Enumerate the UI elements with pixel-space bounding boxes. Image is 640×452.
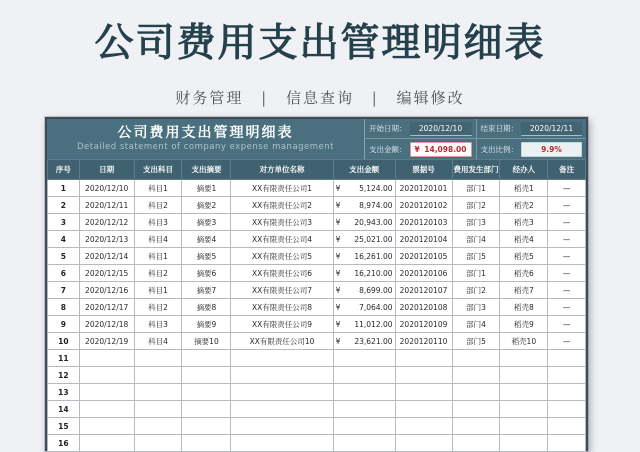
currency-symbol: ¥: [414, 144, 420, 154]
column-header: 票据号: [395, 160, 452, 180]
cell-company[interactable]: [231, 401, 333, 418]
start-date-label: 开始日期：: [369, 124, 407, 133]
cell-company[interactable]: XX有限责任公司4: [231, 231, 333, 248]
cell-summary[interactable]: 摘要10: [182, 333, 231, 350]
cell-note[interactable]: —: [548, 231, 586, 248]
amount-value: 7,064.00: [359, 302, 393, 312]
sheet-header-band: [47, 119, 586, 159]
cell-subject[interactable]: [134, 401, 182, 418]
cell-summary[interactable]: 摘要3: [182, 214, 231, 231]
cell-no[interactable]: 12: [48, 367, 80, 384]
cell-no[interactable]: 9: [48, 316, 80, 333]
cell-date[interactable]: 2020/12/16: [79, 282, 134, 299]
amount-value: 16,210.00: [354, 268, 393, 278]
cell-note[interactable]: [548, 350, 586, 367]
cell-date[interactable]: [79, 350, 134, 367]
cell-note[interactable]: —: [548, 214, 586, 231]
cell-company[interactable]: XX有限责任公司9: [231, 316, 333, 333]
cell-amount[interactable]: [333, 384, 395, 401]
cell-subject[interactable]: 科目4: [134, 231, 182, 248]
cell-no[interactable]: 7: [48, 282, 80, 299]
expense-amount-field: [365, 139, 476, 159]
cell-amount[interactable]: [333, 265, 395, 282]
start-date-value[interactable]: 2020/12/10: [410, 122, 472, 136]
currency-symbol: ¥: [335, 200, 341, 210]
cell-receipt[interactable]: 2020120110: [395, 333, 452, 350]
column-header: 备注: [548, 160, 586, 180]
amount-value: 8,699.00: [359, 285, 393, 295]
cell-handler[interactable]: [500, 418, 548, 435]
cell-handler[interactable]: 稻壳7: [500, 282, 548, 299]
cell-subject[interactable]: 科目1: [134, 248, 182, 265]
column-header: 日期: [79, 160, 134, 180]
currency-symbol: ¥: [335, 183, 341, 193]
cell-note[interactable]: —: [548, 265, 586, 282]
cell-amount[interactable]: [333, 231, 395, 248]
cell-date[interactable]: [79, 401, 134, 418]
table-row: [48, 214, 586, 231]
amount-value: 25,021.00: [354, 234, 393, 244]
cell-dept[interactable]: 部门4: [452, 316, 500, 333]
cell-no[interactable]: 3: [48, 214, 80, 231]
amount-value: 5,124.00: [359, 183, 393, 193]
table-row: [48, 384, 586, 401]
table-row: [48, 231, 586, 248]
cell-company[interactable]: [231, 350, 333, 367]
cell-dept[interactable]: 部门5: [452, 248, 500, 265]
menu-item-edit[interactable]: 编辑修改: [396, 89, 465, 107]
cell-dept[interactable]: [452, 401, 500, 418]
table-row: [48, 180, 586, 197]
cell-subject[interactable]: 科目2: [134, 299, 182, 316]
table-header-row: [48, 160, 586, 180]
cell-subject[interactable]: [134, 435, 182, 452]
amount-value: 23,621.00: [354, 336, 393, 346]
cell-summary[interactable]: [182, 435, 231, 452]
cell-no[interactable]: 6: [48, 265, 80, 282]
cell-date[interactable]: 2020/12/10: [79, 180, 134, 197]
end-date-field: [476, 119, 587, 139]
cell-subject[interactable]: [134, 367, 182, 384]
cell-date[interactable]: 2020/12/12: [79, 214, 134, 231]
expense-ratio-field: [476, 139, 587, 159]
cell-amount[interactable]: [333, 180, 395, 197]
cell-receipt[interactable]: 2020120101: [395, 180, 452, 197]
cell-receipt[interactable]: 2020120108: [395, 299, 452, 316]
cell-note[interactable]: —: [548, 333, 586, 350]
cell-note[interactable]: —: [548, 282, 586, 299]
cell-note[interactable]: [548, 384, 586, 401]
cell-date[interactable]: 2020/12/17: [79, 299, 134, 316]
cell-dept[interactable]: [452, 418, 500, 435]
table-row: [48, 299, 586, 316]
currency-symbol: ¥: [335, 319, 341, 329]
page-title: 公司费用支出管理明细表: [94, 21, 546, 66]
currency-symbol: ¥: [335, 302, 341, 312]
table-row: [48, 435, 586, 452]
cell-amount[interactable]: [333, 248, 395, 265]
cell-subject[interactable]: [134, 384, 182, 401]
menu-item-query[interactable]: 信息查询: [285, 89, 354, 107]
cell-receipt[interactable]: 2020120107: [395, 282, 452, 299]
amount-number: 14,098.00: [424, 144, 467, 154]
expense-amount-value[interactable]: [410, 142, 472, 157]
cell-no[interactable]: 10: [48, 333, 80, 350]
cell-company[interactable]: XX有限责任公司10: [231, 333, 333, 350]
cell-handler[interactable]: 稻壳3: [500, 214, 548, 231]
cell-subject[interactable]: [134, 350, 182, 367]
cell-date[interactable]: 2020/12/14: [79, 248, 134, 265]
cell-receipt[interactable]: 2020120109: [395, 316, 452, 333]
cell-company[interactable]: XX有限责任公司7: [231, 282, 333, 299]
cell-summary[interactable]: 摘要6: [182, 265, 231, 282]
column-header: 支出摘要: [182, 160, 231, 180]
expense-amount-label: 支出金额：: [369, 144, 407, 154]
cell-summary[interactable]: 摘要8: [182, 299, 231, 316]
cell-no[interactable]: 5: [48, 248, 80, 265]
table-row: [48, 367, 586, 384]
cell-date[interactable]: [79, 435, 134, 452]
cell-handler[interactable]: 稻壳9: [500, 316, 548, 333]
cell-date[interactable]: 2020/12/19: [79, 333, 134, 350]
cell-note[interactable]: —: [548, 316, 586, 333]
cell-receipt[interactable]: 2020120102: [395, 197, 452, 214]
cell-receipt[interactable]: 2020120106: [395, 265, 452, 282]
cell-summary[interactable]: 摘要1: [182, 180, 231, 197]
cell-date[interactable]: 2020/12/15: [79, 265, 134, 282]
cell-handler[interactable]: [500, 350, 548, 367]
menu-item-finance[interactable]: 财务管理: [175, 89, 244, 107]
cell-note[interactable]: [548, 367, 586, 384]
cell-date[interactable]: 2020/12/13: [79, 231, 134, 248]
cell-no[interactable]: 14: [48, 401, 80, 418]
column-header: 费用发生部门: [452, 160, 500, 180]
table-row: [48, 197, 586, 214]
column-header: 支出金额: [333, 160, 395, 180]
cell-date[interactable]: [79, 367, 134, 384]
cell-summary[interactable]: 摘要2: [182, 197, 231, 214]
column-header: 支出科目: [134, 160, 182, 180]
cell-handler[interactable]: 稻壳2: [500, 197, 548, 214]
cell-no[interactable]: 4: [48, 231, 80, 248]
table-row: [48, 333, 586, 350]
currency-symbol: ¥: [335, 336, 341, 346]
cell-subject[interactable]: 科目4: [134, 333, 182, 350]
cell-no[interactable]: 11: [48, 350, 80, 367]
amount-value: 16,261.00: [354, 251, 393, 261]
sheet-summary-fields: [365, 119, 586, 159]
cell-handler[interactable]: 稻壳5: [500, 248, 548, 265]
cell-handler[interactable]: 稻壳4: [500, 231, 548, 248]
currency-symbol: ¥: [335, 217, 341, 227]
cell-no[interactable]: 13: [48, 384, 80, 401]
cell-summary[interactable]: [182, 401, 231, 418]
cell-receipt[interactable]: [395, 418, 452, 435]
cell-date[interactable]: 2020/12/18: [79, 316, 134, 333]
cell-note[interactable]: —: [548, 197, 586, 214]
currency-symbol: ¥: [335, 285, 341, 295]
cell-company[interactable]: XX有限责任公司5: [231, 248, 333, 265]
cell-handler[interactable]: [500, 435, 548, 452]
cell-handler[interactable]: 稻壳10: [500, 333, 548, 350]
cell-dept[interactable]: 部门3: [452, 299, 500, 316]
cell-receipt[interactable]: 2020120104: [395, 231, 452, 248]
cell-dept[interactable]: 部门3: [452, 214, 500, 231]
sheet-title: 公司费用支出管理明细表: [117, 125, 294, 141]
cell-no[interactable]: 1: [48, 180, 80, 197]
cell-summary[interactable]: [182, 367, 231, 384]
cell-note[interactable]: [548, 435, 586, 452]
cell-handler[interactable]: [500, 384, 548, 401]
currency-symbol: ¥: [335, 251, 341, 261]
cell-receipt[interactable]: [395, 435, 452, 452]
end-date-label: 结束日期：: [480, 124, 518, 133]
cell-amount[interactable]: [333, 282, 395, 299]
cell-company[interactable]: XX有限责任公司8: [231, 299, 333, 316]
expense-table: [47, 159, 586, 452]
expense-ratio-label: 支出比例：: [480, 144, 518, 154]
cell-company[interactable]: XX有限责任公司2: [231, 197, 333, 214]
cell-amount[interactable]: [333, 401, 395, 418]
column-header: 序号: [48, 160, 80, 180]
cell-date[interactable]: 2020/12/11: [79, 197, 134, 214]
end-date-value[interactable]: 2020/12/11: [521, 122, 582, 136]
cell-receipt[interactable]: [395, 350, 452, 367]
expense-ratio-value[interactable]: 9.9%: [521, 142, 582, 157]
cell-handler[interactable]: 稻壳6: [500, 265, 548, 282]
cell-amount[interactable]: [333, 214, 395, 231]
cell-date[interactable]: [79, 418, 134, 435]
cell-no[interactable]: 8: [48, 299, 80, 316]
table-row: [48, 418, 586, 435]
currency-symbol: ¥: [335, 268, 341, 278]
cell-receipt[interactable]: [395, 384, 452, 401]
table-row: [48, 265, 586, 282]
cell-date[interactable]: [79, 384, 134, 401]
cell-amount[interactable]: [333, 367, 395, 384]
menu-separator: |: [261, 89, 269, 107]
cell-receipt[interactable]: 2020120105: [395, 248, 452, 265]
cell-amount[interactable]: [333, 197, 395, 214]
cell-amount[interactable]: [333, 316, 395, 333]
cell-note[interactable]: [548, 401, 586, 418]
cell-receipt[interactable]: [395, 367, 452, 384]
cell-dept[interactable]: 部门4: [452, 231, 500, 248]
cell-note[interactable]: —: [548, 180, 586, 197]
amount-value: 20,943.00: [354, 217, 393, 227]
cell-dept[interactable]: [452, 367, 500, 384]
table-row: [48, 248, 586, 265]
table-row: [48, 350, 586, 367]
cell-receipt[interactable]: 2020120103: [395, 214, 452, 231]
cell-subject[interactable]: 科目2: [134, 197, 182, 214]
cell-amount[interactable]: [333, 333, 395, 350]
cell-no[interactable]: 16: [48, 435, 80, 452]
cell-company[interactable]: XX有限责任公司1: [231, 180, 333, 197]
table-row: [48, 316, 586, 333]
cell-company[interactable]: XX有限责任公司3: [231, 214, 333, 231]
cell-summary[interactable]: [182, 350, 231, 367]
column-header: 经办人: [500, 160, 548, 180]
cell-company[interactable]: XX有限责任公司6: [231, 265, 333, 282]
cell-amount[interactable]: [333, 418, 395, 435]
cell-note[interactable]: [548, 418, 586, 435]
cell-summary[interactable]: [182, 418, 231, 435]
cell-company[interactable]: [231, 367, 333, 384]
cell-summary[interactable]: 摘要7: [182, 282, 231, 299]
cell-summary[interactable]: 摘要5: [182, 248, 231, 265]
cell-dept[interactable]: [452, 435, 500, 452]
cell-dept[interactable]: 部门1: [452, 265, 500, 282]
cell-dept[interactable]: 部门2: [452, 197, 500, 214]
cell-handler[interactable]: [500, 401, 548, 418]
column-header: 对方单位名称: [231, 160, 333, 180]
spreadsheet-card: [45, 117, 588, 451]
cell-subject[interactable]: [134, 418, 182, 435]
cell-company[interactable]: [231, 435, 333, 452]
start-date-field: [365, 119, 476, 139]
cell-summary[interactable]: [182, 384, 231, 401]
cell-dept[interactable]: 部门2: [452, 282, 500, 299]
cell-no[interactable]: 2: [48, 197, 80, 214]
sheet-title-block: [47, 119, 365, 159]
cell-amount[interactable]: [333, 299, 395, 316]
table-row: [48, 401, 586, 418]
amount-value: 11,012.00: [354, 319, 393, 329]
cell-amount[interactable]: [333, 435, 395, 452]
cell-dept[interactable]: [452, 350, 500, 367]
cell-dept[interactable]: [452, 384, 500, 401]
cell-note[interactable]: —: [548, 248, 586, 265]
cell-company[interactable]: [231, 418, 333, 435]
amount-value: 8,974.00: [359, 200, 393, 210]
cell-receipt[interactable]: [395, 401, 452, 418]
cell-dept[interactable]: 部门5: [452, 333, 500, 350]
cell-no[interactable]: 15: [48, 418, 80, 435]
cell-subject[interactable]: 科目2: [134, 265, 182, 282]
cell-dept[interactable]: 部门1: [452, 180, 500, 197]
cell-amount[interactable]: [333, 350, 395, 367]
cell-company[interactable]: [231, 384, 333, 401]
table-row: [48, 282, 586, 299]
currency-symbol: ¥: [335, 234, 341, 244]
cell-subject[interactable]: 科目3: [134, 214, 182, 231]
menu-separator: |: [371, 89, 379, 107]
cell-summary[interactable]: 摘要4: [182, 231, 231, 248]
cell-summary[interactable]: 摘要9: [182, 316, 231, 333]
cell-handler[interactable]: 稻壳1: [500, 180, 548, 197]
banner-menu: [0, 87, 640, 108]
cell-handler[interactable]: [500, 367, 548, 384]
cell-note[interactable]: —: [548, 299, 586, 316]
cell-subject[interactable]: 科目1: [134, 180, 182, 197]
cell-subject[interactable]: 科目3: [134, 316, 182, 333]
sheet-subtitle-en: Detailed statement of company expense management: [76, 142, 335, 152]
cell-subject[interactable]: 科目1: [134, 282, 182, 299]
cell-handler[interactable]: 稻壳8: [500, 299, 548, 316]
